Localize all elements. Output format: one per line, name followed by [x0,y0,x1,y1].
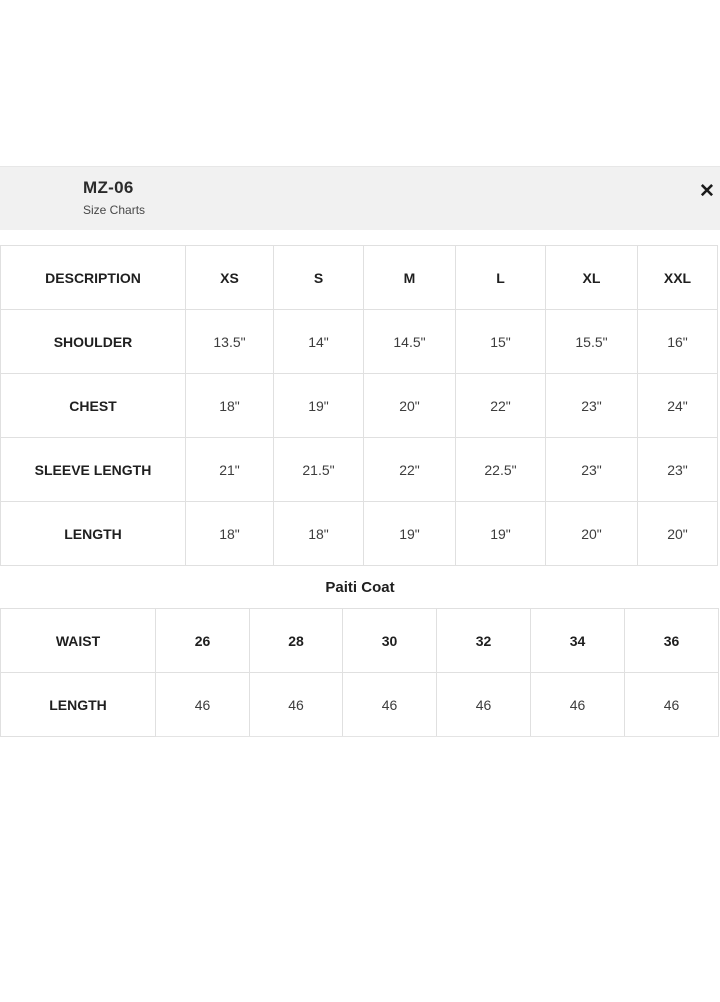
column-header-xl: XL [546,246,638,310]
row-label: LENGTH [1,502,186,566]
size-table-header-row [1,246,718,310]
close-button[interactable] [694,179,720,205]
size-value-cell: 15.5" [546,310,638,374]
size-value-cell: 46 [250,673,343,737]
size-value-cell: 22" [364,438,456,502]
size-value-cell: 20" [364,374,456,438]
size-value-cell: 15" [456,310,546,374]
size-chart-modal-header [0,166,720,230]
column-header-l: L [456,246,546,310]
waist-size-header: 32 [437,609,531,673]
size-value-cell: 22" [456,374,546,438]
size-value-cell: 13.5" [186,310,274,374]
size-chart-table [0,245,718,566]
close-icon: ✕ [699,181,715,202]
size-value-cell: 23" [546,438,638,502]
table-row-chest [1,374,718,438]
row-label: SHOULDER [1,310,186,374]
size-value-cell: 24" [638,374,718,438]
size-value-cell: 19" [364,502,456,566]
size-value-cell: 46 [343,673,437,737]
row-label-waist: WAIST [1,609,156,673]
size-value-cell: 23" [638,438,718,502]
table-row-shoulder [1,310,718,374]
column-header-m: M [364,246,456,310]
row-label: LENGTH [1,673,156,737]
column-header-s: S [274,246,364,310]
size-value-cell: 21.5" [274,438,364,502]
table-row-sleeve-length [1,438,718,502]
column-header-description: DESCRIPTION [1,246,186,310]
size-value-cell: 18" [274,502,364,566]
size-value-cell: 20" [638,502,718,566]
size-value-cell: 20" [546,502,638,566]
size-value-cell: 14.5" [364,310,456,374]
coat-size-table [0,608,719,737]
product-code-title: MZ-06 [83,178,134,197]
size-value-cell: 18" [186,502,274,566]
size-value-cell: 19" [456,502,546,566]
coat-table-header-row [1,609,719,673]
modal-subtitle: Size Charts [83,203,146,218]
waist-size-header: 34 [531,609,625,673]
size-value-cell: 46 [156,673,250,737]
size-value-cell: 46 [437,673,531,737]
coat-table-row-length [1,673,719,737]
top-whitespace [0,0,720,166]
size-value-cell: 14" [274,310,364,374]
row-label: CHEST [1,374,186,438]
size-value-cell: 46 [625,673,719,737]
size-value-cell: 23" [546,374,638,438]
column-header-xs: XS [186,246,274,310]
waist-size-header: 26 [156,609,250,673]
size-value-cell: 16" [638,310,718,374]
table-row-length [1,502,718,566]
size-value-cell: 46 [531,673,625,737]
size-value-cell: 18" [186,374,274,438]
size-value-cell: 21" [186,438,274,502]
row-label: SLEEVE LENGTH [1,438,186,502]
size-value-cell: 19" [274,374,364,438]
coat-section-title: Paiti Coat [325,579,395,596]
waist-size-header: 30 [343,609,437,673]
header-text-block [83,178,720,217]
waist-size-header: 36 [625,609,719,673]
waist-size-header: 28 [250,609,343,673]
size-value-cell: 22.5" [456,438,546,502]
column-header-xxl: XXL [638,246,718,310]
